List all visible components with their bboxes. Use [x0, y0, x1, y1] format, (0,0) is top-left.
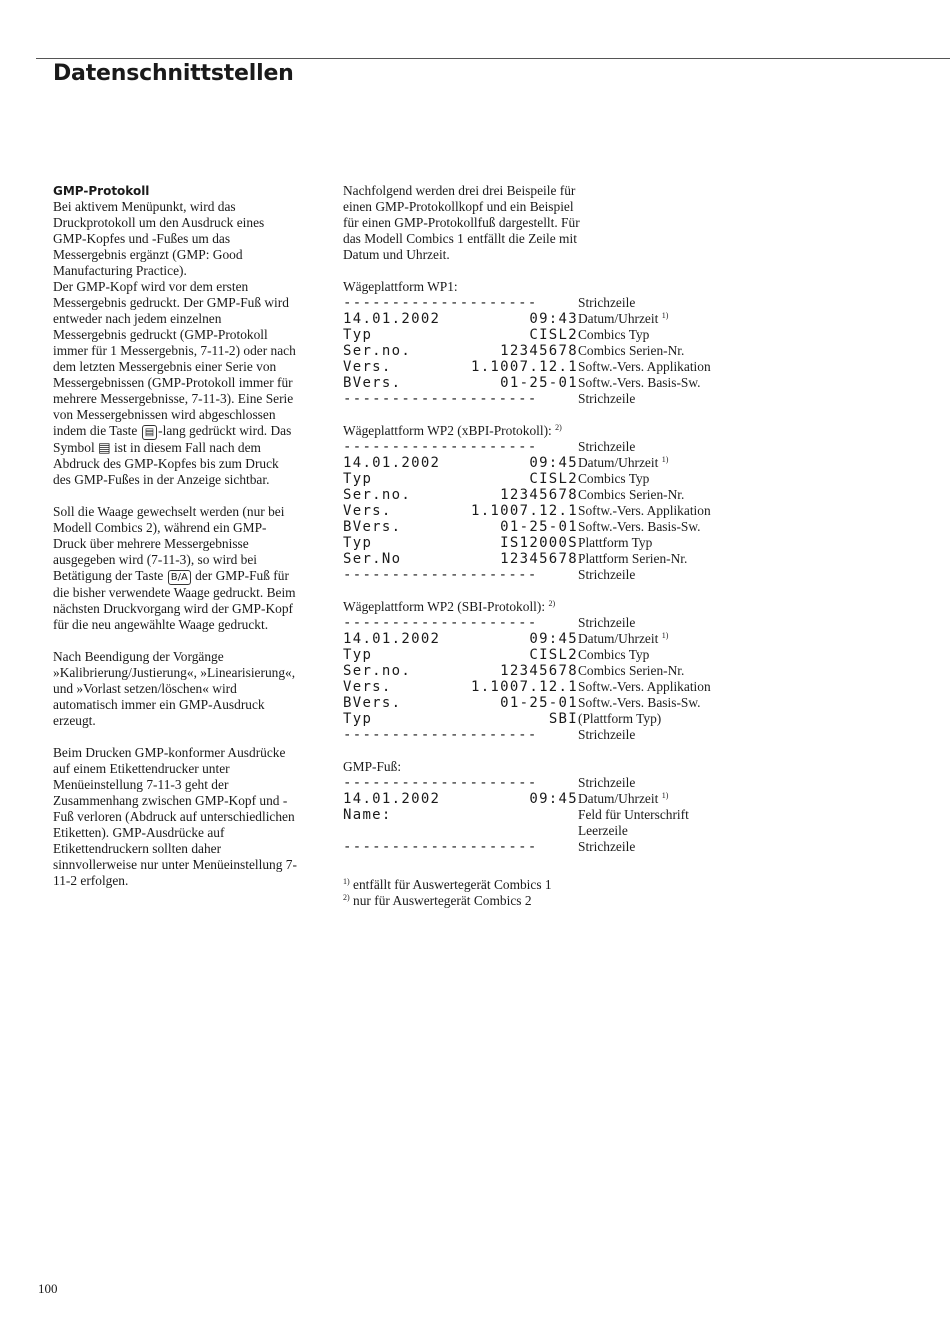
printout-text: BVers. 01-25-01 — [343, 375, 578, 391]
printout-text: -------------------- — [343, 615, 538, 631]
printout-text: Ser.no. 12345678 — [343, 663, 578, 679]
protocol-line — [343, 471, 783, 487]
printout-text: Typ CISL2 — [343, 647, 578, 663]
protocol-block — [343, 759, 783, 855]
protocol-block — [343, 279, 783, 407]
line-description: Softw.-Vers. Basis-Sw. — [578, 375, 701, 390]
protocol-line — [343, 647, 783, 663]
printout-text: Ser.no. 12345678 — [343, 487, 578, 503]
protocol-line — [343, 391, 783, 407]
protocol-block — [343, 423, 783, 583]
line-description: Plattform Typ — [578, 535, 653, 550]
protocol-line — [343, 343, 783, 359]
line-description: Feld für Unterschrift — [578, 807, 689, 822]
line-description: Combics Serien-Nr. — [578, 663, 685, 678]
printout-text: 14.01.2002 09:43 — [343, 311, 578, 327]
line-description: Leerzeile — [578, 823, 628, 838]
paragraph-auto-print: Nach Beendigung der Vorgänge »Kalibrierung/Justierung«, »Linearisierung«, und »Vorlast setzen/löschen« wird automatisch immer ein GMP-Ausdruck erzeugt. — [53, 649, 296, 728]
protocol-line — [343, 535, 783, 551]
line-description: Combics Typ — [578, 647, 650, 662]
protocol-line — [343, 631, 783, 647]
protocol-examples — [343, 279, 783, 855]
printout-text: Name: — [343, 807, 392, 823]
line-description: Combics Typ — [578, 327, 650, 342]
paragraph-label-printer: Beim Drucken GMP-konformer Ausdrücke auf einem Etikettendrucker unter Menüeinstellung 7-11-3 geht der Zusammenhang zwischen GMP-Kopf und -Fuß verloren (Abdruck auf unterschiedlichen Etiketten). GMP-Ausdrücke auf Etikettendruckern sollten daher sinnvollerweise nur unter Menüeinstellung 7-11-2 erfolgen. — [53, 745, 297, 888]
protocol-line — [343, 455, 783, 471]
protocol-line — [343, 519, 783, 535]
protocol-line — [343, 807, 783, 823]
paragraph-intro: GMP-Protokoll Bei aktivem Menüpunkt, wird das Druckprotokoll um den Ausdruck eines GMP-Kopfes und -Fußes um das Messergebnis ergänzt (GMP: Good Manufacturing Practice). Der GMP-Kopf wird vor dem ersten Messergebnis gedruckt. Der GMP-Fuß wird entweder nach jedem einzelnen Messergebnis gedruckt (GMP-Protokoll immer für 1 Messergebnis, 7-11-2) oder nach dem letzten Messergebnis einer Serie von Messergebnissen (GMP-Protokoll immer für mehrere Messergebnisse, 7-11-3). Eine Serie von Messergebnissen wird abgeschlossen indem die Taste ▤ -lang gedrückt wird. Das Symbol ▤ ist in diesem Fall nach dem Abdruck des GMP-Kopfes bis zum Druck des GMP-Fußes in der Anzeige sichtbar. — [53, 183, 298, 488]
page-title: Datenschnittstellen — [53, 61, 294, 86]
printout-text: -------------------- — [343, 295, 538, 311]
printout-text: -------------------- — [343, 439, 538, 455]
printout-text: 14.01.2002 09:45 — [343, 455, 578, 471]
line-description: Strichzeile — [578, 839, 636, 854]
protocol-line — [343, 295, 783, 311]
protocol-line — [343, 791, 783, 807]
protocol-line — [343, 695, 783, 711]
gmp-symbol-icon: ▤ — [98, 440, 111, 455]
printout-text: Vers. 1.1007.12.1 — [343, 679, 578, 695]
line-description: Combics Serien-Nr. — [578, 487, 685, 502]
printout-text: BVers. 01-25-01 — [343, 519, 578, 535]
page-number: 100 — [38, 1281, 58, 1296]
protocol-line — [343, 375, 783, 391]
protocol-line — [343, 679, 783, 695]
line-description: Softw.-Vers. Applikation — [578, 503, 711, 518]
line-description: Softw.-Vers. Applikation — [578, 359, 711, 374]
protocol-block-label: Wägeplattform WP1: — [343, 279, 458, 294]
printout-text: BVers. 01-25-01 — [343, 695, 578, 711]
protocol-block — [343, 599, 783, 743]
line-description: Strichzeile — [578, 391, 636, 406]
protocol-line — [343, 727, 783, 743]
line-description: (Plattform Typ) — [578, 711, 662, 726]
protocol-line — [343, 311, 783, 327]
print-key-icon: ▤ — [142, 425, 157, 440]
line-description: Softw.-Vers. Applikation — [578, 679, 711, 694]
printout-text: Vers. 1.1007.12.1 — [343, 503, 578, 519]
line-description: Strichzeile — [578, 567, 636, 582]
header-rule — [36, 58, 950, 59]
printout-text: Vers. 1.1007.12.1 — [343, 359, 578, 375]
printout-text: Ser.No 12345678 — [343, 551, 578, 567]
protocol-line — [343, 615, 783, 631]
line-description: Combics Serien-Nr. — [578, 343, 685, 358]
protocol-block-label: GMP-Fuß: — [343, 759, 402, 774]
line-description: Strichzeile — [578, 439, 636, 454]
printout-text: -------------------- — [343, 391, 538, 407]
printout-text: -------------------- — [343, 727, 538, 743]
line-description: Plattform Serien-Nr. — [578, 551, 688, 566]
protocol-block-label: Wägeplattform WP2 (xBPI-Protokoll): $^{2)}$ — [343, 423, 562, 438]
line-description: Datum/Uhrzeit $^{1)}$ — [578, 455, 669, 470]
footnotes — [343, 877, 783, 909]
line-description: Strichzeile — [578, 775, 636, 790]
line-description: Softw.-Vers. Basis-Sw. — [578, 519, 701, 534]
protocol-line — [343, 503, 783, 519]
right-column — [343, 183, 783, 909]
protocol-line — [343, 567, 783, 583]
protocol-line — [343, 551, 783, 567]
protocol-line — [343, 359, 783, 375]
paragraph-scale-switch: Soll die Waage gewechselt werden (nur bei Modell Combics 2), während ein GMP-Druck über mehrere Messergebnisse ausgegeben wird (7-11-3), so wird bei Betätigung der Taste B/A der GMP-Fuß für die bisher verwendete Waage gedruckt. Beim nächsten Druckvorgang wird der GMP-Kopf für die neu angewählte Waage gedruckt. — [53, 504, 296, 632]
printout-text: Typ IS12000S — [343, 535, 578, 551]
protocol-line — [343, 439, 783, 455]
printout-text: 14.01.2002 09:45 — [343, 791, 578, 807]
protocol-line — [343, 327, 783, 343]
printout-text: Typ CISL2 — [343, 471, 578, 487]
printout-text: Typ SBI — [343, 711, 578, 727]
line-description: Datum/Uhrzeit $^{1)}$ — [578, 631, 669, 646]
protocol-line — [343, 775, 783, 791]
line-description: Datum/Uhrzeit $^{1)}$ — [578, 791, 669, 806]
protocol-line — [343, 663, 783, 679]
protocol-block-label: Wägeplattform WP2 (SBI-Protokoll): $^{2)}$ — [343, 599, 556, 614]
printout-text: Typ CISL2 — [343, 327, 578, 343]
protocol-line — [343, 487, 783, 503]
line-description: Strichzeile — [578, 727, 636, 742]
printout-text: -------------------- — [343, 775, 538, 791]
left-column — [53, 183, 298, 905]
section-heading: GMP-Protokoll — [53, 184, 150, 198]
printout-text: Ser.no. 12345678 — [343, 343, 578, 359]
protocol-line — [343, 839, 783, 855]
line-description: Combics Typ — [578, 471, 650, 486]
scale-switch-key-icon: B/A — [168, 570, 191, 585]
line-description: Strichzeile — [578, 295, 636, 310]
line-description: Datum/Uhrzeit $^{1)}$ — [578, 311, 669, 326]
line-description: Strichzeile — [578, 615, 636, 630]
footnote: $^{1)}$ entfällt für Auswertegerät Combics 1 — [343, 877, 552, 892]
examples-intro: Nachfolgend werden drei drei Beispeile für einen GMP-Protokollkopf und ein Beispiel für einen GMP-Protokollfuß dargestellt. Für das Modell Combics 1 entfällt die Zeile mit Datum und Uhrzeit. — [343, 183, 580, 262]
printout-text: -------------------- — [343, 839, 538, 855]
footnote: $^{2)}$ nur für Auswertegerät Combics 2 — [343, 893, 532, 908]
printout-text: 14.01.2002 09:45 — [343, 631, 578, 647]
printout-text: -------------------- — [343, 567, 538, 583]
line-description: Softw.-Vers. Basis-Sw. — [578, 695, 701, 710]
protocol-line — [343, 711, 783, 727]
protocol-line — [343, 823, 783, 839]
